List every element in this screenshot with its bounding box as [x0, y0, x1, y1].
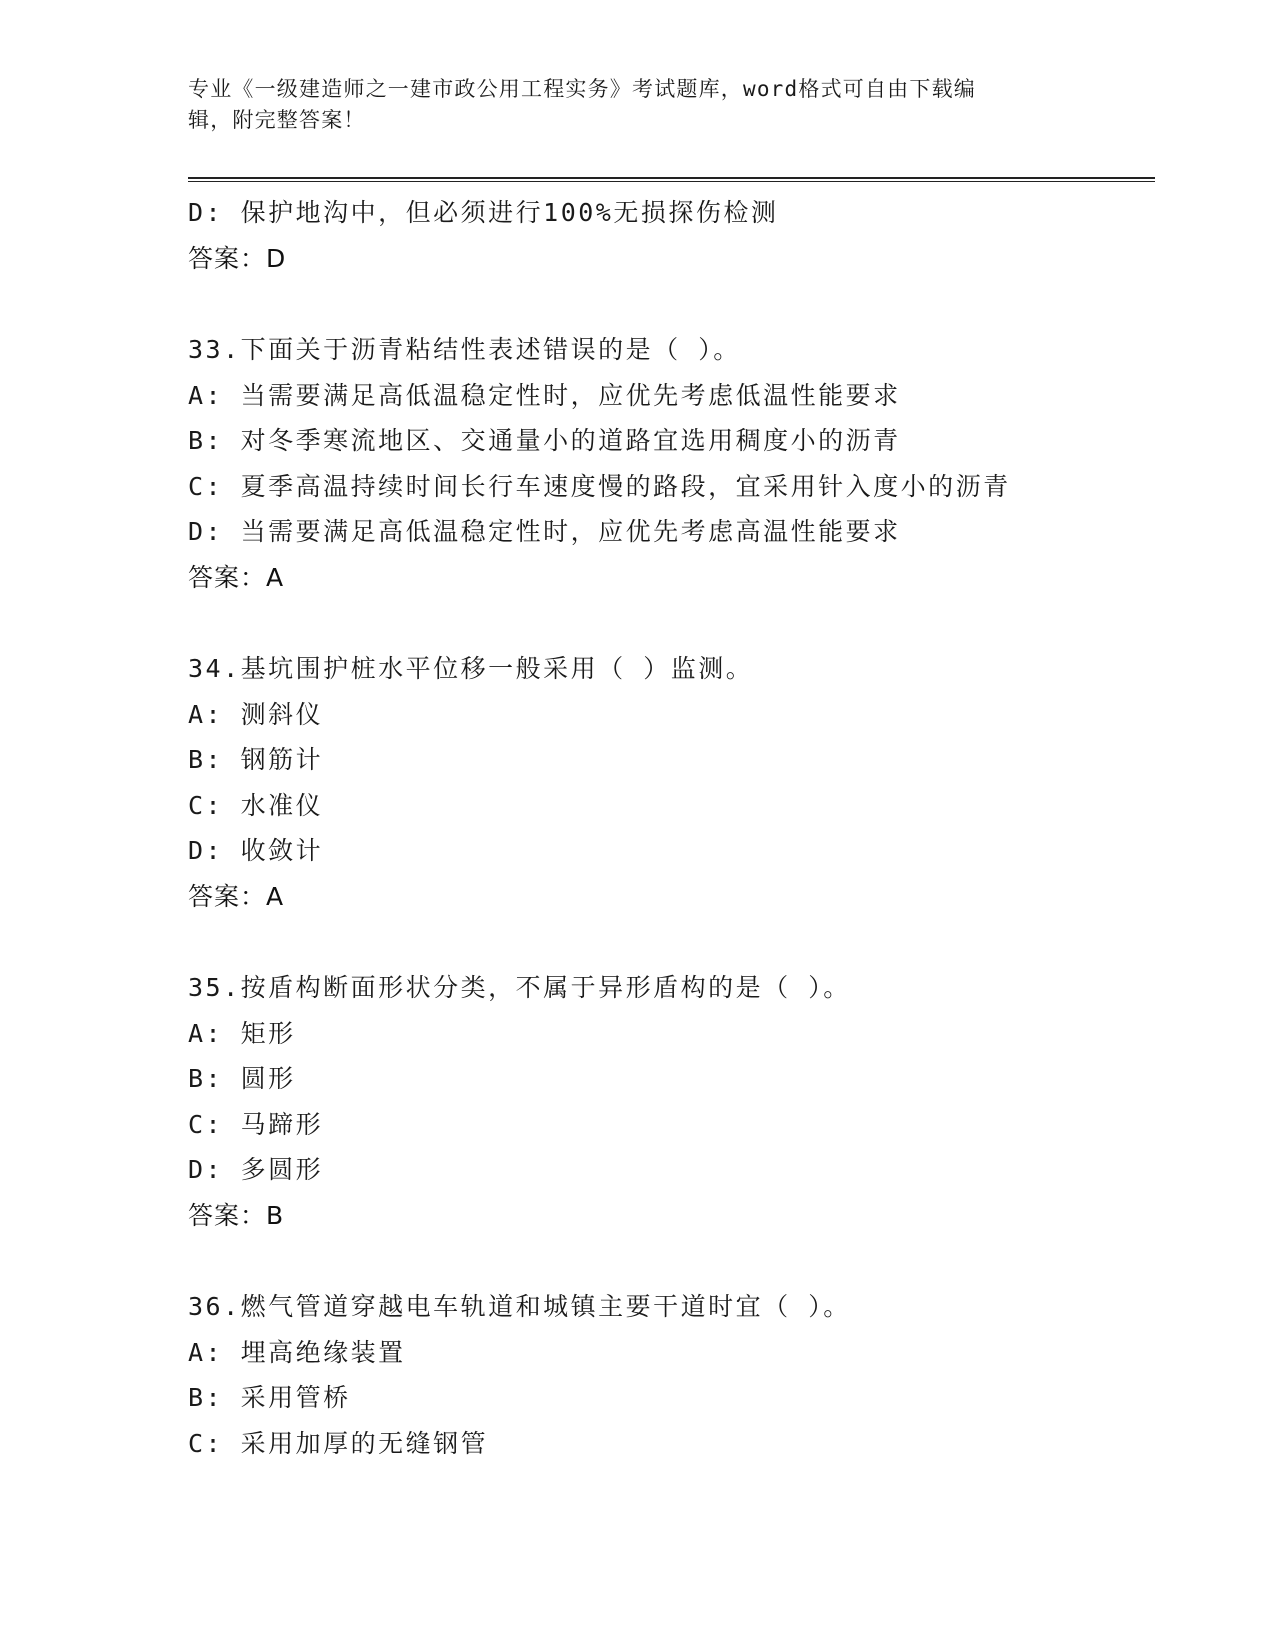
- question-34: [188, 646, 1148, 919]
- question-option-a: A: 测斜仪: [188, 699, 324, 729]
- carryover-option-d: D: 保护地沟中，但必须进行100%无损探伤检测: [188, 198, 779, 227]
- header-rule-thin: [188, 181, 1155, 182]
- question-option-b: B: 圆形: [188, 1064, 296, 1093]
- question-stem: 34.基坑围护桩水平位移一般采用（ ）监测。: [188, 654, 754, 683]
- carryover-answer: 答案：D: [188, 243, 287, 273]
- question-option-d: D: 收敛计: [188, 836, 324, 865]
- header-line-1: 专业《一级建造师之一建市政公用工程实务》考试题库，word格式可自由下载编: [188, 77, 976, 101]
- question-33: [188, 327, 1148, 600]
- question-option-b: B: 对冬季寒流地区、交通量小的道路宜选用稠度小的沥青: [188, 426, 901, 455]
- question-36: [188, 1284, 1148, 1466]
- question-option-c: C: 水准仪: [188, 790, 324, 820]
- question-answer: 答案：A: [188, 881, 285, 911]
- question-stem: 33.下面关于沥青粘结性表述错误的是（ ）。: [188, 335, 741, 364]
- question-gap: [188, 1238, 1148, 1284]
- question-answer: 答案：A: [188, 562, 285, 592]
- question-option-a: A: 当需要满足高低温稳定性时，应优先考虑低温性能要求: [188, 380, 901, 410]
- question-35: [188, 965, 1148, 1238]
- question-option-a: A: 矩形: [188, 1018, 296, 1048]
- question-gap: [188, 281, 1148, 327]
- question-option-c: C: 采用加厚的无缝钢管: [188, 1428, 489, 1458]
- question-option-a: A: 埋高绝缘装置: [188, 1337, 406, 1367]
- question-stem: 35.按盾构断面形状分类，不属于异形盾构的是（ ）。: [188, 973, 851, 1002]
- question-gap: [188, 919, 1148, 965]
- header-line-2: 辑，附完整答案！: [188, 108, 366, 132]
- question-stem: 36.燃气管道穿越电车轨道和城镇主要干道时宜（ ）。: [188, 1292, 851, 1321]
- question-option-b: B: 钢筋计: [188, 745, 324, 774]
- question-option-b: B: 采用管桥: [188, 1383, 351, 1412]
- header-rule-thick: [188, 177, 1155, 179]
- question-option-c: C: 夏季高温持续时间长行车速度慢的路段，宜采用针入度小的沥青: [188, 471, 1011, 501]
- question-list: [188, 190, 1148, 1466]
- question-option-d: D: 当需要满足高低温稳定性时，应优先考虑高温性能要求: [188, 517, 901, 546]
- question-option-d: D: 多圆形: [188, 1155, 324, 1184]
- question-option-c: C: 马蹄形: [188, 1109, 324, 1139]
- question-answer: 答案：B: [188, 1200, 285, 1230]
- page-header: [188, 74, 1078, 136]
- question-gap: [188, 600, 1148, 646]
